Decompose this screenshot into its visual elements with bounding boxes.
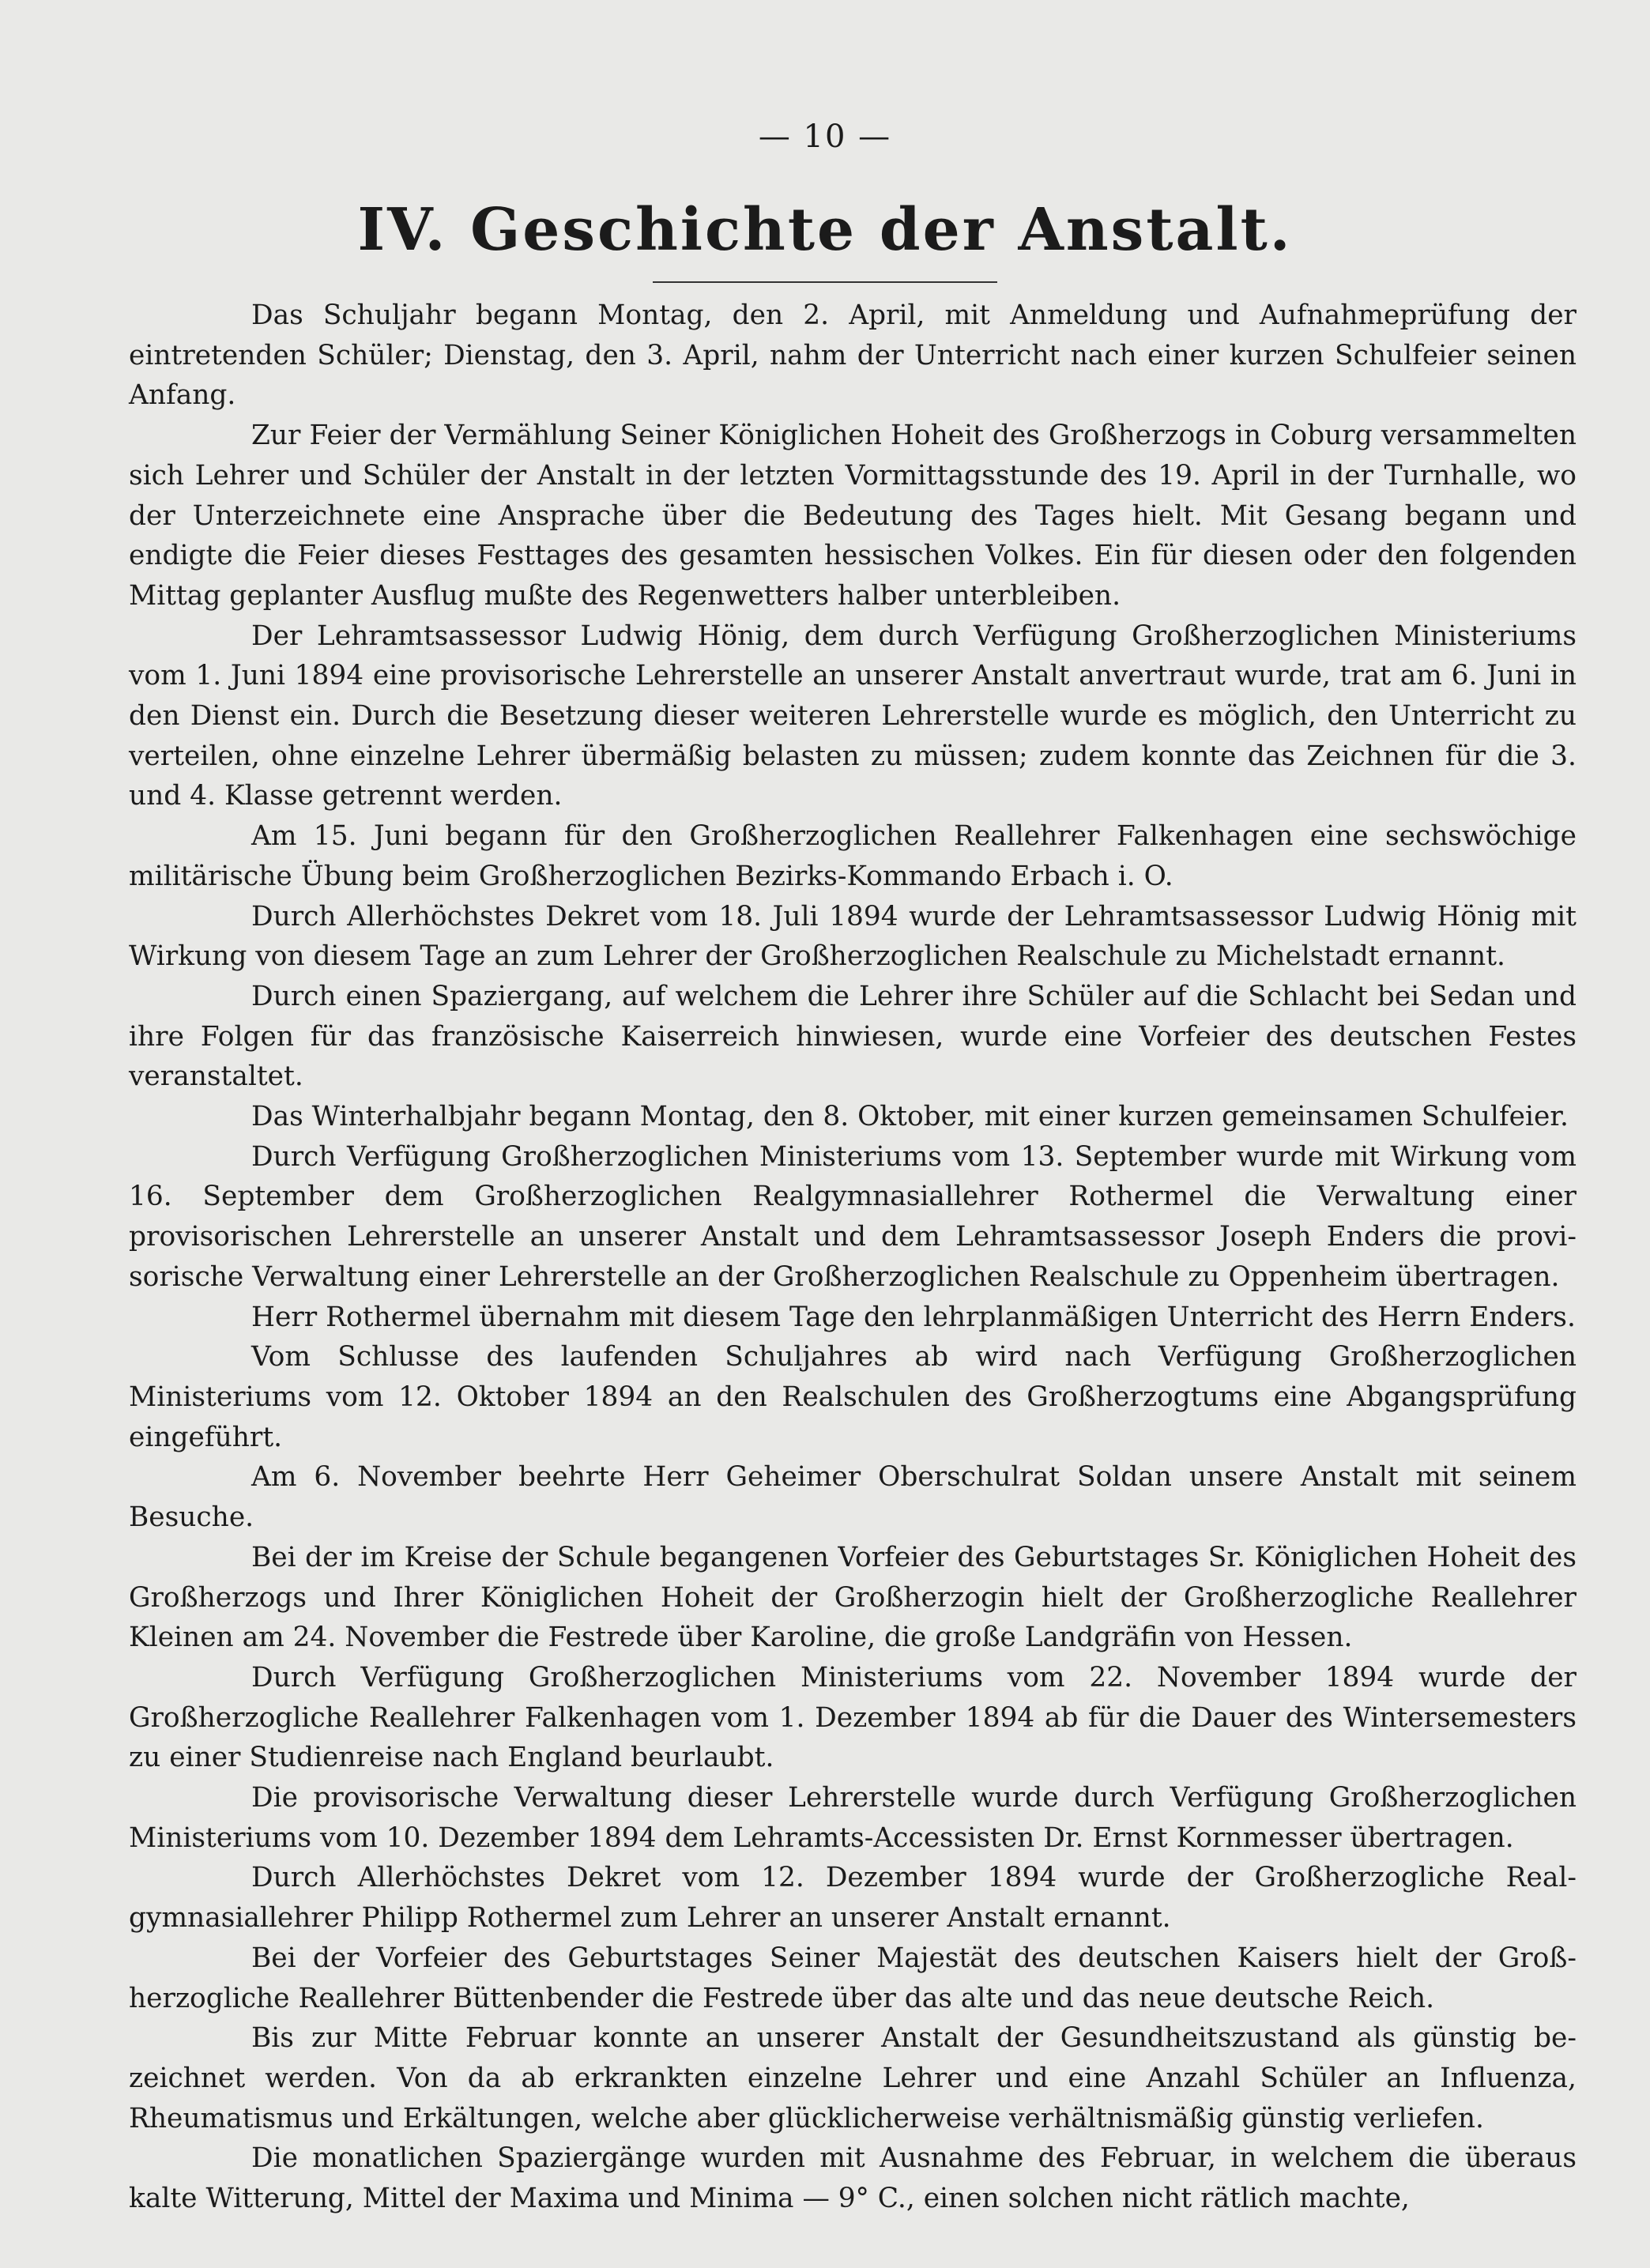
paragraph-kaiser-birthday: Bei der Vorfeier des Geburtstages Seiner Majestät des deutschen Kaisers hielt der Großherzogliche Reallehrer Büttenbender die Festrede über das alte und das neue deutsche Reich. <box>129 1942 1577 2014</box>
paragraph-rothermel-teaching: Herr Rothermel übernahm mit diesem Tage den lehrplanmäßigen Unterricht des Herrn Enders. <box>251 1301 1576 1333</box>
paragraph-monthly-walks: Die monatlichen Spaziergänge wurden mit Ausnahme des Februar, in welchem die überaus kalte Witterung, Mittel der Maxima und Minima — 9° C., einen solchen nicht rätlich machte, <box>129 2142 1577 2215</box>
paragraph-rothermel-enders: Durch Verfügung Großherzoglichen Ministeriums vom 13. September wurde mit Wirkung vom 16. September dem Großherzoglichen Realgymnasiallehrer Rothermel die Verwaltung einer provisorischen Lehrerstelle an unserer Anstalt und dem Lehramtsassessor Joseph Enders die provisorische Verwaltung einer Lehrerstelle an der Großherzoglichen Realschule zu Oppenheim übertragen. <box>129 1140 1577 1293</box>
paragraph-winter-semester: Das Winterhalbjahr begann Montag, den 8. Oktober, mit einer kurzen gemeinsamen Schulfeier. <box>251 1101 1569 1133</box>
paragraph-teacher-hoenig: Der Lehramtsassessor Ludwig Hönig, dem durch Verfügung Großherzoglichen Ministeriums vom 1. Juni 1894 eine provisorische Lehrerstelle an unserer Anstalt anvertraut wurde, trat am 6. Juni in den Dienst ein. Durch die Besetzung dieser weiteren Lehrerstelle wurde es möglich, den Unterricht zu verteilen, ohne einzelne Lehrer übermäßig belasten zu müssen; zudem konnte das Zeichnen für die 3. und 4. Klasse getrennt werden. <box>129 620 1577 812</box>
page-title: IV. Geschichte der Anstalt. <box>357 196 1293 264</box>
paragraph-final-exam: Vom Schlusse des laufenden Schuljahres ab wird nach Verfügung Großherzoglichen Ministeriums vom 12. Oktober 1894 an den Realschulen des Großherzogtums eine Abgangsprüfung eingeführt. <box>129 1341 1577 1453</box>
paragraph-falkenhagen-leave: Durch Verfügung Großherzoglichen Ministeriums vom 22. November 1894 wurde der Großherzogliche Reallehrer Falkenhagen vom 1. Dezember 1894 ab für die Dauer des Wintersemesters zu einer Studienreise nach England beurlaubt. <box>129 1661 1577 1774</box>
paragraph-birthday-celebration: Bei der im Kreise der Schule begangenen Vorfeier des Geburtstages Sr. Königlichen Hoheit des Großherzogs und Ihrer Königlichen Hoheit der Großherzogin hielt der Großherzogliche Reallehrer Kleinen am 24. November die Festrede über Karoline, die große Landgräfin von Hessen. <box>129 1541 1577 1654</box>
title-underline <box>653 281 997 283</box>
document-body <box>129 296 1577 2219</box>
paragraph-kornmesser: Die provisorische Verwaltung dieser Lehrerstelle wurde durch Verfügung Großherzoglichen Ministeriums vom 10. Dezember 1894 dem Lehramts-Accessisten Dr. Ernst Kornmesser übertragen. <box>129 1782 1577 1854</box>
paragraph-rothermel-appointment: Durch Allerhöchstes Dekret vom 12. Dezember 1894 wurde der Großherzogliche Realgymnasiallehrer Philipp Rothermel zum Lehrer an unserer Anstalt ernannt. <box>129 1862 1577 1935</box>
paragraph-decree-july: Durch Allerhöchstes Dekret vom 18. Juli 1894 wurde der Lehramtsassessor Ludwig Hönig mit Wirkung von diesem Tage an zum Lehrer der Großherzoglichen Realschule zu Michelstadt ernannt. <box>129 900 1577 973</box>
page-number: — 10 — <box>758 119 892 155</box>
paragraph-sedan-walk: Durch einen Spaziergang, auf welchem die Lehrer ihre Schüler auf die Schlacht bei Sedan und ihre Folgen für das französische Kaiserreich hinwiesen, wurde eine Vorfeier des deutschen Festes veranstaltet. <box>129 980 1577 1093</box>
paragraph-school-year-start: Das Schuljahr begann Montag, den 2. April, mit Anmeldung und Aufnahmeprüfung der eintretenden Schüler; Dienstag, den 3. April, nahm der Unterricht nach einer kurzen Schulfeier seinen Anfang. <box>129 300 1577 412</box>
paragraph-military-exercise: Am 15. Juni begann für den Großherzoglichen Reallehrer Falkenhagen eine sechswöchige militärische Übung beim Großherzoglichen Bezirks-Kommando Erbach i. O. <box>129 820 1577 892</box>
paragraph-soldan-visit: Am 6. November beehrte Herr Geheimer Oberschulrat Soldan unsere Anstalt mit seinem Besuche. <box>129 1461 1577 1534</box>
paragraph-wedding-celebration: Zur Feier der Vermählung Seiner Königlichen Hoheit des Großherzogs in Coburg versammelten sich Lehrer und Schüler der Anstalt in der letzten Vormittagsstunde des 19. April in der Turnhalle, wo der Unterzeichnete eine Ansprache über die Bedeutung des Tages hielt. Mit Gesang begann und endigte die Feier dieses Festtages des gesamten hessischen Volkes. Ein für diesen oder den folgenden Mittag geplanter Ausflug mußte des Regenwetters halber unterbleiben. <box>129 420 1577 612</box>
paragraph-health-status: Bis zur Mitte Februar konnte an unserer Anstalt der Gesundheitszustand als günstig bezeichnet werden. Von da ab erkrankten einzelne Lehrer und eine Anzahl Schüler an Influenza, Rheumatismus und Erkältungen, welche aber glücklicherweise verhältnismäßig günstig verliefen. <box>129 2022 1577 2134</box>
